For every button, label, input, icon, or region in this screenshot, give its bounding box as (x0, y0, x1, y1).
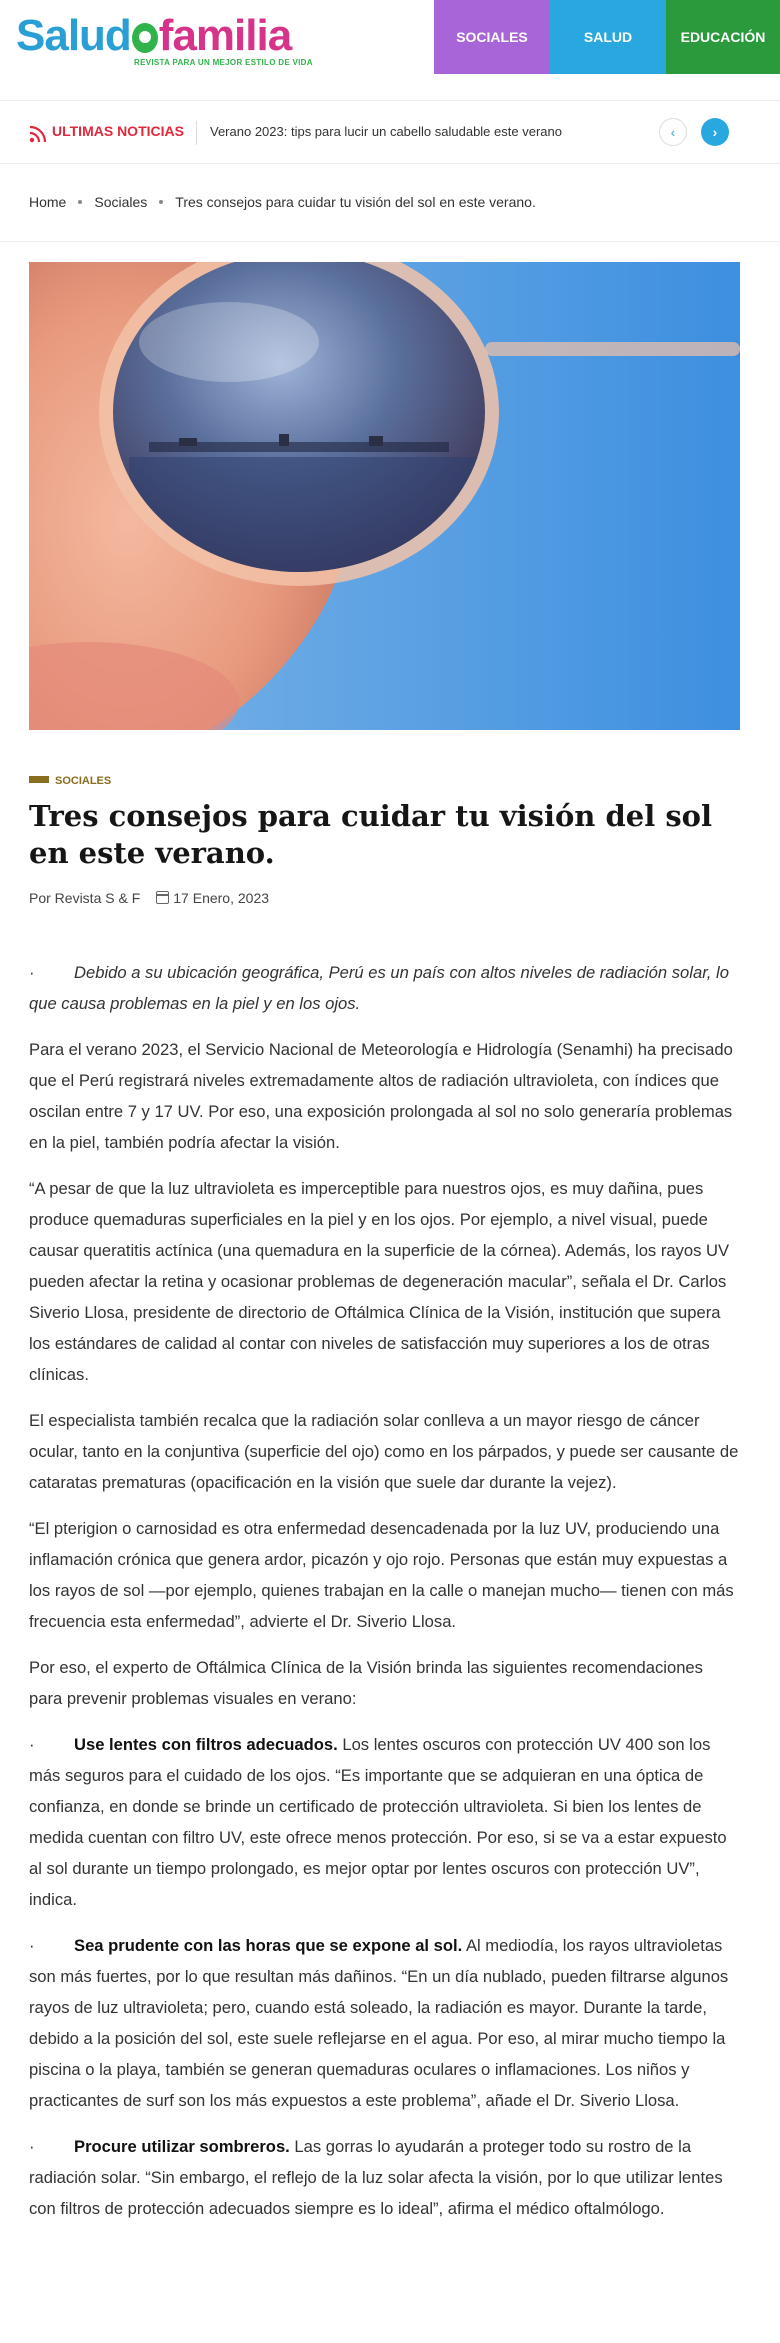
bullet: · (29, 2137, 35, 2156)
nav-item-sociales[interactable]: SOCIALES (434, 0, 550, 74)
tip-text: Los lentes oscuros con protección UV 400 son los más seguros para el cuidado de los ojos. “Es importante que se adquieran en una óptica de confianza, en donde se brinde un certificado de protección ultravioleta. Si bien los lentes de medida cuentan con filtro UV, este ofrece menos protección. Por eso, si se va a estar expuesto al sol durante un tiempo prolongado, es mejor optar por lentes oscuros con protección UV”, indica. (29, 1735, 727, 1909)
tip-heading: Procure utilizar sombreros. (74, 2137, 290, 2156)
news-ticker (0, 100, 780, 164)
logo-ampersand-icon (132, 23, 158, 53)
category-tag[interactable] (29, 775, 111, 787)
logo-tagline: REVISTA PARA UN MEJOR ESTILO DE VIDA (134, 58, 313, 67)
bullet: · (29, 963, 35, 982)
breadcrumb-home[interactable]: Home (29, 194, 67, 210)
hero-image-sunglasses (29, 262, 740, 730)
tip-heading: Use lentes con filtros adecuados. (74, 1735, 338, 1754)
tip-item (29, 1729, 740, 1915)
logo-text-familia: familia (158, 11, 292, 60)
rss-icon (29, 125, 47, 143)
site-logo[interactable] (16, 11, 313, 70)
tip-text: Las gorras lo ayudarán a proteger todo su rostro de la radiación solar. “Sin embargo, el reflejo de la luz solar afecta la visión, por lo que utilizar lentes con filtros de protección adecuados siempre es lo ideal”, afirma el médico oftalmólogo. (29, 2137, 723, 2218)
category-marker (29, 776, 49, 783)
logo-text-salud: Salud (16, 11, 131, 60)
breadcrumb-sociales[interactable]: Sociales (94, 194, 148, 210)
breadcrumb (29, 194, 759, 210)
tip-item (29, 1930, 740, 2116)
article-meta (29, 890, 269, 906)
chevron-right-icon[interactable]: › (701, 118, 729, 146)
ticker-headline-link[interactable]: Verano 2023: tips para lucir un cabello saludable este verano (210, 124, 562, 139)
publish-date: 17 Enero, 2023 (173, 890, 270, 906)
article-title: Tres consejos para cuidar tu visión del sol en este verano. (29, 799, 713, 870)
tip-item (29, 2131, 740, 2224)
article-paragraph: “El pterigion o carnosidad es otra enfermedad desencadenada por la luz UV, produciendo una inflamación crónica que genera ardor, picazón y ojo rojo. Personas que están muy expuestas a los rayos de sol —por ejemplo, quienes trabajan en la calle o manejan mucho— tienen con más frecuencia esta enfermedad”, advierte el Dr. Siverio Llosa. (29, 1519, 734, 1631)
breadcrumb-current: Tres consejos para cuidar tu visión del sol en este verano. (175, 194, 536, 210)
author-link[interactable]: Por Revista S & F (29, 890, 141, 906)
calendar-icon (156, 891, 169, 904)
article-paragraph: Para el verano 2023, el Servicio Nacional de Meteorología e Hidrología (Senamhi) ha precisado que el Perú registrará niveles extremadamente altos de radiación ultravioleta, con índices que oscilan entre 7 y 17 UV. Por eso, una exposición prolongada al sol no solo generaría problemas en la piel, también podría afectar la visión. (29, 1040, 733, 1152)
breadcrumb-divider (0, 241, 780, 242)
breadcrumb-separator (159, 200, 163, 204)
article-paragraph: “A pesar de que la luz ultravioleta es imperceptible para nuestros ojos, es muy dañina, pues produce quemaduras superficiales en la piel y en los ojos. Por ejemplo, a nivel visual, puede causar queratitis actínica (una quemadura en la superficie de la córnea). Además, los rayos UV pueden afectar la retina y ocasionar problemas de degeneración macular”, señala el Dr. Carlos Siverio Llosa, presidente de directorio de Oftálmica Clínica de la Visión, institución que supera los estándares de calidad al contar con niveles de satisfacción muy superiores a los de otras clínicas. (29, 1179, 730, 1384)
chevron-left-icon[interactable]: ‹ (659, 118, 687, 146)
tip-heading: Sea prudente con las horas que se expone al sol. (74, 1936, 463, 1955)
category-label: SOCIALES (55, 775, 112, 787)
nav-item-salud[interactable]: SALUD (550, 0, 666, 74)
article-intro (29, 957, 740, 1019)
logo-wordmark (16, 12, 291, 60)
article-paragraph: Por eso, el experto de Oftálmica Clínica de la Visión brinda las siguientes recomendaciones para prevenir problemas visuales en verano: (29, 1658, 703, 1708)
ticker-label: ULTIMAS NOTICIAS (52, 123, 184, 139)
breadcrumb-separator (78, 200, 82, 204)
bullet: · (29, 1936, 35, 1955)
article-paragraph: El especialista también recalca que la radiación solar conlleva a un mayor riesgo de cáncer ocular, tanto en la conjuntiva (superficie del ojo) como en los párpados, y puede ser causante de cataratas prematuras (opacificación en la visión que suele dar durante la vejez). (29, 1411, 739, 1492)
nav-item-educacion[interactable]: EDUCACIÓN (666, 0, 780, 74)
site-header (0, 0, 780, 74)
ticker-divider (196, 121, 197, 145)
article-body (29, 957, 740, 2239)
bullet: · (29, 1735, 35, 1754)
intro-text: Debido a su ubicación geográfica, Perú es un país con altos niveles de radiación solar, lo que causa problemas en la piel y en los ojos. (29, 963, 729, 1013)
tip-text: Al mediodía, los rayos ultravioletas son más fuertes, por lo que resultan más dañinos. “En un día nublado, pueden filtrarse algunos rayos de luz ultravioleta; pero, cuando está soleado, la radiación es mayor. Durante la tarde, debido a la posición del sol, este suele reflejarse en el agua. Por eso, al mirar mucho tiempo la piscina o la playa, también se generan quemaduras oculares o inflamaciones. Los niños y practicantes de surf son los más expuestos a este problema”, añade el Dr. Siverio Llosa. (29, 1936, 729, 2110)
